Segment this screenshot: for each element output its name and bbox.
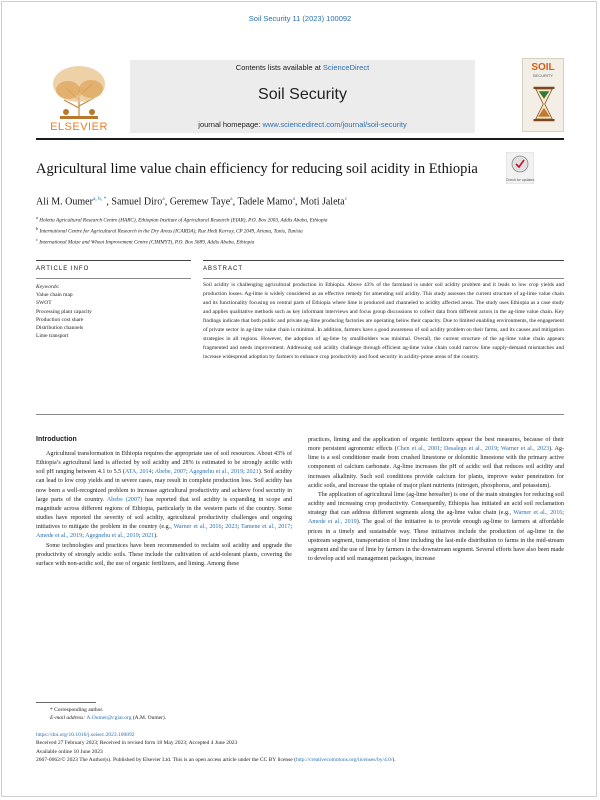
author-sup[interactable]: a [230,196,233,202]
keywords-list [36,291,191,340]
introduction-heading: Introduction [36,436,77,443]
email-label: E-mail address: [50,715,87,721]
publication-info [36,731,564,765]
cover-title: SOIL [531,62,555,73]
citation-link[interactable]: 2021 [246,469,259,476]
citation-link[interactable]: Agegnehu et al., 2019 [85,533,139,540]
affiliation [36,214,564,225]
author-list: Ali M. Oumer$^{a, b, *}$, Samuel Diro$^a$, Geremew Taye$^a$, Tadele Mamo$^a$, Moti Jaleta$^c$ [36,196,348,208]
homepage-prefix: journal homepage: [198,120,263,129]
header-rule [36,138,564,140]
cover-subtitle: SECURITY [532,73,554,78]
received-dates: Received 27 February 2023; Received in revised form 18 May 2023; Accepted 4 June 2023 [36,740,238,747]
keywords-block [36,283,191,340]
keyword-item: Distribution channels [36,325,84,332]
body-column-left [36,450,292,569]
author-sup[interactable]: a [162,196,165,202]
email-line [36,714,166,722]
citation-link[interactable]: Warner et al., 2016 [513,510,563,517]
article-info-rule [36,260,191,261]
author-name[interactable]: Moti Jaleta [300,196,345,208]
journal-title: Soil Security [258,86,347,103]
keyword-item: SWOT [36,300,52,307]
citation-link[interactable]: Chen et al., 2001 [396,446,441,453]
author-name[interactable]: Geremew Taye [169,196,231,208]
citation-link[interactable]: Warner et al., 2023 [500,446,550,453]
keyword-item: Processing plant capacity [36,308,92,315]
citation-link[interactable]: ATA, 2014 [124,469,152,476]
contents-line [130,63,475,72]
keyword-item: Value chain map [36,292,73,299]
citation-link[interactable]: Agegnehu et al., 2019 [189,469,244,476]
hourglass-icon [529,81,559,127]
email-suffix: (A.M. Oumer). [131,715,167,721]
author-name[interactable]: Ali M. Oumer [36,196,93,208]
footnote-rule [36,702,96,703]
citation-link[interactable]: Abebe, 2007 [154,469,186,476]
affiliation-sup: b [36,226,39,232]
citation-link[interactable]: Abebe (2007) [106,496,143,503]
article-info-heading: ARTICLE INFO [36,266,90,272]
sciencedirect-link[interactable]: ScienceDirect [322,63,370,72]
body-paragraph: The application of agricultural lime (ag-lime hereafter) is one of the main strategies for reducing soil acidity and increasing crop productivity. Consequently, Ethiopia has initiated an acid soil reclamation strategy that can address different segments along the ag-lime value chain (e.g., Warner et al., 2016; Amede et al., 2019). The goal of the initiative is to provide enough ag-lime to farmers at affordable prices in a timely and sustainable way. These initiatives include the production of ag-lime in the upstream segment, transportation of lime including the last-mile distribution to farms in the mid-stream segment and the use of lime by farmers in the downstream segment. Several efforts have also been made to develop acid soil management packages, increase [308,491,565,563]
license-prefix: 2667-0062/© 2023 The Author(s). Published by Elsevier Ltd. This is an open access article under the CC BY license ( [36,757,296,764]
author-sup[interactable]: a [292,196,296,202]
author-sup[interactable]: a, b, * [92,196,107,202]
body-paragraph: practices, liming and the application of organic fertilizers appear the best measures, because of their more persistent agronomic effects (Chen et al., 2001; Desalegn et al., 2019; Warner et al., 2023). Ag-lime is a soil conditioner made from crushed limestone or dolomitic limestone with the primary active component of calcium carbonate. Ag-lime increases the pH of acidic soil that reduces soil acidity and increases alkalinity. Such soil conditions provide calcium for plants, improve water penetration for acidic soils, and increase the uptake of major plant nutrients (nitrogen, phosphorus, and potassium). [308,437,565,489]
available-online: Available online 10 June 2023 [36,748,103,755]
citation-link[interactable]: 2023 [225,524,238,531]
citation-link[interactable]: Amede et al., 2019 [308,519,357,526]
license-link[interactable]: http://creativecommons.org/licenses/by/4.0/ [295,757,393,764]
contents-prefix: Contents lists available at [235,63,323,72]
abstract-rule [203,260,564,261]
keyword-item: Production cost share [36,316,84,323]
footnote [36,706,166,722]
affiliation-sup: a [36,215,38,220]
citation-link[interactable]: Amede et al., 2019 [36,533,83,540]
article-info-subrule [36,278,191,279]
citation-link[interactable]: Desalegn et al., 2019 [443,446,498,453]
affiliation-sup: c [36,237,38,243]
abstract-bottom-rule [36,414,564,415]
license-suffix: ). [392,757,396,764]
affiliation [36,225,564,236]
journal-citation-header[interactable]: Soil Security 11 (2023) 100092 [248,14,352,23]
citation-link[interactable]: Warner et al., 2016 [173,524,222,531]
doi-link[interactable]: https://doi.org/10.1016/j.soisec.2023.100092 [36,732,135,738]
citation-link[interactable]: 2021 [141,533,155,540]
body-paragraph: Agricultural transformation in Ethiopia requires the appropriate use of soil resources. About 43% of Ethiopia’s agricultural land is affected by soil acidity and 28% is estimated to be strongly acidic with soil pH ranging between 4.1 to 5.5 (ATA, 2014; Abebe, 2007; Agegnehu et al., 2019; 2021). Soil acidity can lead to low crop yields and in severe cases, may result in complete production loss. Soil acidity has now been a well-recognized problem to increase agricultural productivity and achieve food security in large parts of the country. Abebe (2007) has reported that soil acidity is expanding in scope and magnitude across different regions of Ethiopia, particularly in the western parts of the country. Some studies have reported the severity of soil acidity, agricultural productivity challenges and ongoing initiatives to mitigate the problem in the country (e.g., Warner et al., 2016; 2023; Tamene et al., 2017; Amede et al., 2019; Agegnehu et al., 2019; 2021). [36,451,293,540]
body-paragraph: Some technologies and practices have been recommended to reclaim soil acidity and upgrade the productivity of strongly acidic soils. These include the cultivation of acid-tolerant plants, covering the surface with non-acidic soil, the use of organic fertilizers, and liming. Among these [36,542,292,567]
citation-link[interactable]: Tamene et al., 2017 [241,524,291,531]
publisher-name: ELSEVIER [50,121,108,133]
homepage-line [130,120,475,129]
email-link[interactable]: A.Oumer@cgiar.org [86,715,132,721]
body-column-right [308,436,564,564]
keywords-heading: Keywords: [36,284,60,290]
abstract-heading: ABSTRACT [203,266,244,272]
author-name[interactable]: Samuel Diro [111,196,163,208]
license-line [36,756,564,764]
author-name[interactable]: Tadele Mamo [237,196,293,208]
corresponding-author-note: * Corresponding author. [50,707,104,713]
abstract-text: Soil acidity is challenging agricultural production in Ethiopia. Above 43% of the farmland is under soil acidity problem and it leads to low crop yields and production losses. Ag-lime is widely considered as an effective remedy for amending soil acidity. This study assesses the current structure of ag-lime value chain and its functionality focusing on central parts of Ethiopia where lime is produced and channeled to acidity affected areas. The study uses Ethiopia as a case study and applies qualitative methods such as key informant interviews and focus group discussions to collect data from different actors in the ag-lime value chain. Key findings indicate that both public and private ag-lime producing factories are operating below their capacity. Due to limited enabling environments, the engagement of private sector in ag-lime value chain is minimal. In addition, farmers have a good awareness of soil acidity problem on their farms, and its causes and mitigation strategies in all regions. However, the adoption of ag-lime by smallholders was minimal. Overall, the current structure of the ag-lime value chain appears fragmented and needs improvement. Addressing soil acidity challenge through efficient ag-lime value chain could narrow lime supply-demand mismatches and increase widespread adoption by farmers to enhance crop productivity and food security in acidity-prone areas of the country. [203,282,564,360]
author-sup[interactable]: c [344,196,348,202]
homepage-link[interactable]: www.sciencedirect.com/journal/soil-security [262,120,407,129]
abstract-subrule [203,278,564,279]
affiliation-text: International Maize and Wheat Improvement Centre (CIMMYT), P.O. Box 5689, Addis Ababa, Ethiopia [39,240,255,247]
keyword-item: Lime transport [36,333,69,340]
article-title: Agricultural lime value chain efficiency for reducing soil acidity in Ethiopia [36,161,478,177]
journal-cover[interactable] [522,58,564,132]
affiliations [36,214,564,248]
affiliation [36,236,564,247]
affiliation-text: Holetta Agricultural Research Centre (HARC), Ethiopian Institute of Agricultural Research (EIAR), P.O. Box 2003, Addis Ababa, Ethiopia [39,217,328,224]
affiliation-text: International Centre for Agricultural Research in the Dry Areas (ICARDA), Rue Hedi Karray, CP 2049, Ariana, Tunis, Tunisia [39,228,303,235]
crossmark-label: Check for updates [505,178,535,182]
